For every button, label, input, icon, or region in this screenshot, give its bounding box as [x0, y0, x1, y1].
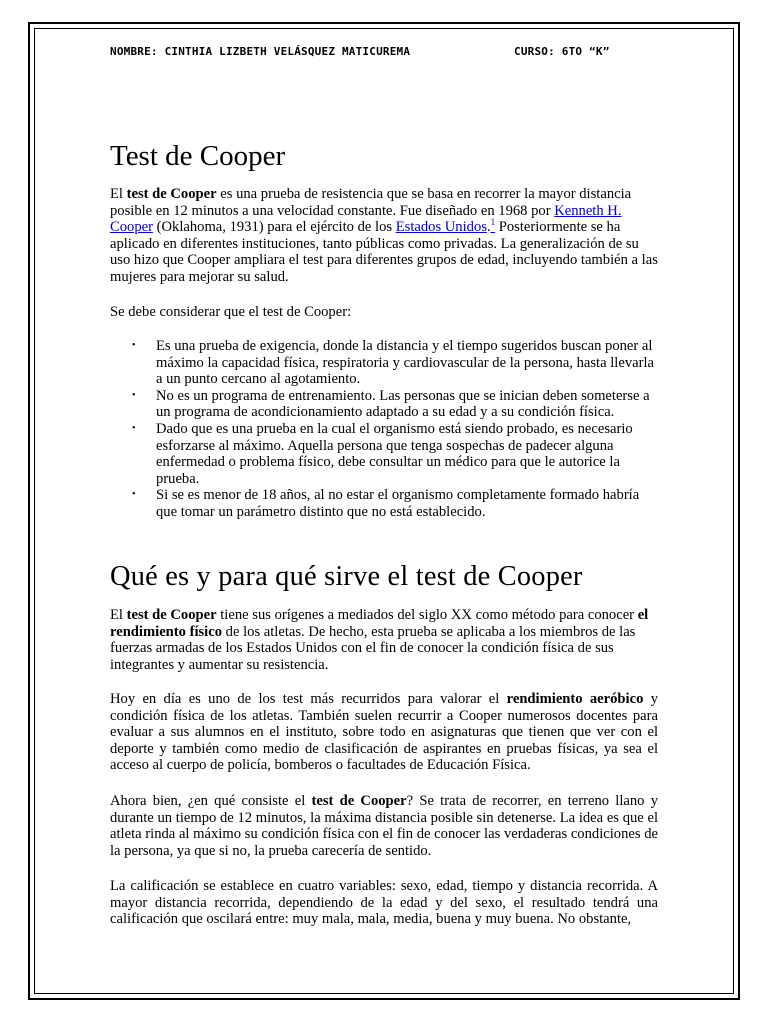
- intro-paragraph: [110, 186, 658, 286]
- bullet-icon: •: [132, 422, 136, 434]
- list-item-text: Si se es menor de 18 años, al no estar el organismo completamente formado habría que tomar un parámetro distinto que no está establecido.: [156, 487, 640, 520]
- text-run: (Oklahoma, 1931) para el ejército de los: [152, 219, 396, 236]
- list-item: [110, 388, 658, 421]
- list-item: [110, 338, 658, 388]
- text-run: Ahora bien, ¿en qué consiste el: [110, 793, 312, 809]
- text-run: tiene sus orígenes a mediados del siglo XX como método para conocer: [216, 607, 638, 623]
- bold-term: el rendimiento físico: [110, 607, 649, 640]
- title-test-de-cooper: Test de Cooper: [110, 140, 286, 172]
- considerations-intro: Se debe considerar que el test de Cooper:: [110, 304, 352, 320]
- usage-paragraph: [110, 691, 658, 774]
- bullet-icon: •: [132, 340, 136, 351]
- bold-term: test de Cooper: [311, 793, 407, 809]
- bold-term: test de Cooper: [126, 186, 217, 202]
- bold-term: test de Cooper: [126, 607, 217, 623]
- course-label: CURSO: 6TO “K”: [514, 45, 610, 58]
- title-que-es-y-para-que-sirve: Qué es y para qué sirve el test de Cooper: [110, 561, 583, 592]
- considerations-list: [110, 338, 658, 521]
- grading-paragraph: La calificación se establece en cuatro variables: sexo, edad, tiempo y distancia recorrida. A mayor distancia recorrida, dependiendo de la edad y del sexo, el resultado tendrá una calificación que oscilará entre: muy mala, mala, media, buena y muy buena. No obstante,: [110, 878, 658, 928]
- text-run: y condición física de los atletas. También suelen recurrir a Cooper numerosos docentes para evaluar a sus alumnos en el instituto, sobre todo en asignaturas que tienen que ver con el deporte y también como medio de clasificación de aspirantes en pruebas físicas, ya sea el acceso al cuerpo de policía, bomberos o facultades de Educación Física.: [110, 691, 659, 774]
- bullet-icon: •: [132, 489, 136, 501]
- list-item: [110, 487, 658, 520]
- link-kenneth-cooper[interactable]: Kenneth H. Cooper: [110, 202, 622, 236]
- list-item-text: Es una prueba de exigencia, donde la distancia y el tiempo sugeridos buscan poner al máximo la capacidad física, respiratoria y cardiovascular de la persona, hasta llevarla a un punto cercano al agotamiento.: [156, 338, 654, 388]
- list-item-text: No es un programa de entrenamiento. Las personas que se inician deben someterse a un programa de acondicionamiento adaptado a su edad y a su condición física.: [156, 387, 650, 421]
- text-run: .: [486, 219, 491, 236]
- footnote-ref: 1: [490, 217, 496, 228]
- text-run: El: [110, 607, 127, 623]
- bullet-icon: •: [132, 389, 136, 401]
- text-run: ? Se trata de recorrer, en terreno llano y durante un tiempo de 12 minutos, la máxima distancia posible sin detenerse. La idea es que el atleta rinda al máximo su condición física con el fin de conocer las verdaderas condiciones de la persona, ya que si no, la prueba carecería de sentido.: [110, 793, 659, 859]
- bold-term: rendimiento aeróbico: [506, 691, 644, 707]
- list-item: [110, 421, 658, 487]
- text-run: es una prueba de resistencia que se basa en recorrer la mayor distancia posible en 12 minutos a una velocidad constante. Fue diseñado en 1968 por: [110, 186, 632, 219]
- text-run: Posteriormente se ha aplicado en diferentes instituciones, tanto públicas como privadas. La generalización de su uso hizo que Cooper ampliara el test para diferentes grupos de edad, incluyendo también a las mujeres para mejorar su salud.: [110, 219, 658, 285]
- link-estados-unidos[interactable]: Estados Unidos: [395, 219, 487, 236]
- list-item-text: Dado que es una prueba en la cual el organismo está siendo probado, es necesario esforzarse al máximo. Aquella persona que tenga sospechas de padecer alguna enfermedad o problema físico, debe consultar un médico para que le autorice la prueba.: [156, 420, 633, 487]
- procedure-paragraph: [110, 793, 658, 859]
- origin-paragraph: [110, 607, 658, 673]
- text-run: de los atletas. De hecho, esta prueba se aplicaba a los miembros de las fuerzas armadas de los Estados Unidos con el fin de conocer la condición física de sus integrantes y aumentar su resistencia.: [110, 623, 636, 673]
- text-run: El: [110, 186, 127, 202]
- student-name: NOMBRE: CINTHIA LIZBETH VELÁSQUEZ MATICUREMA: [110, 45, 411, 58]
- text-run: Hoy en día es uno de los test más recurridos para valorar el: [110, 691, 507, 707]
